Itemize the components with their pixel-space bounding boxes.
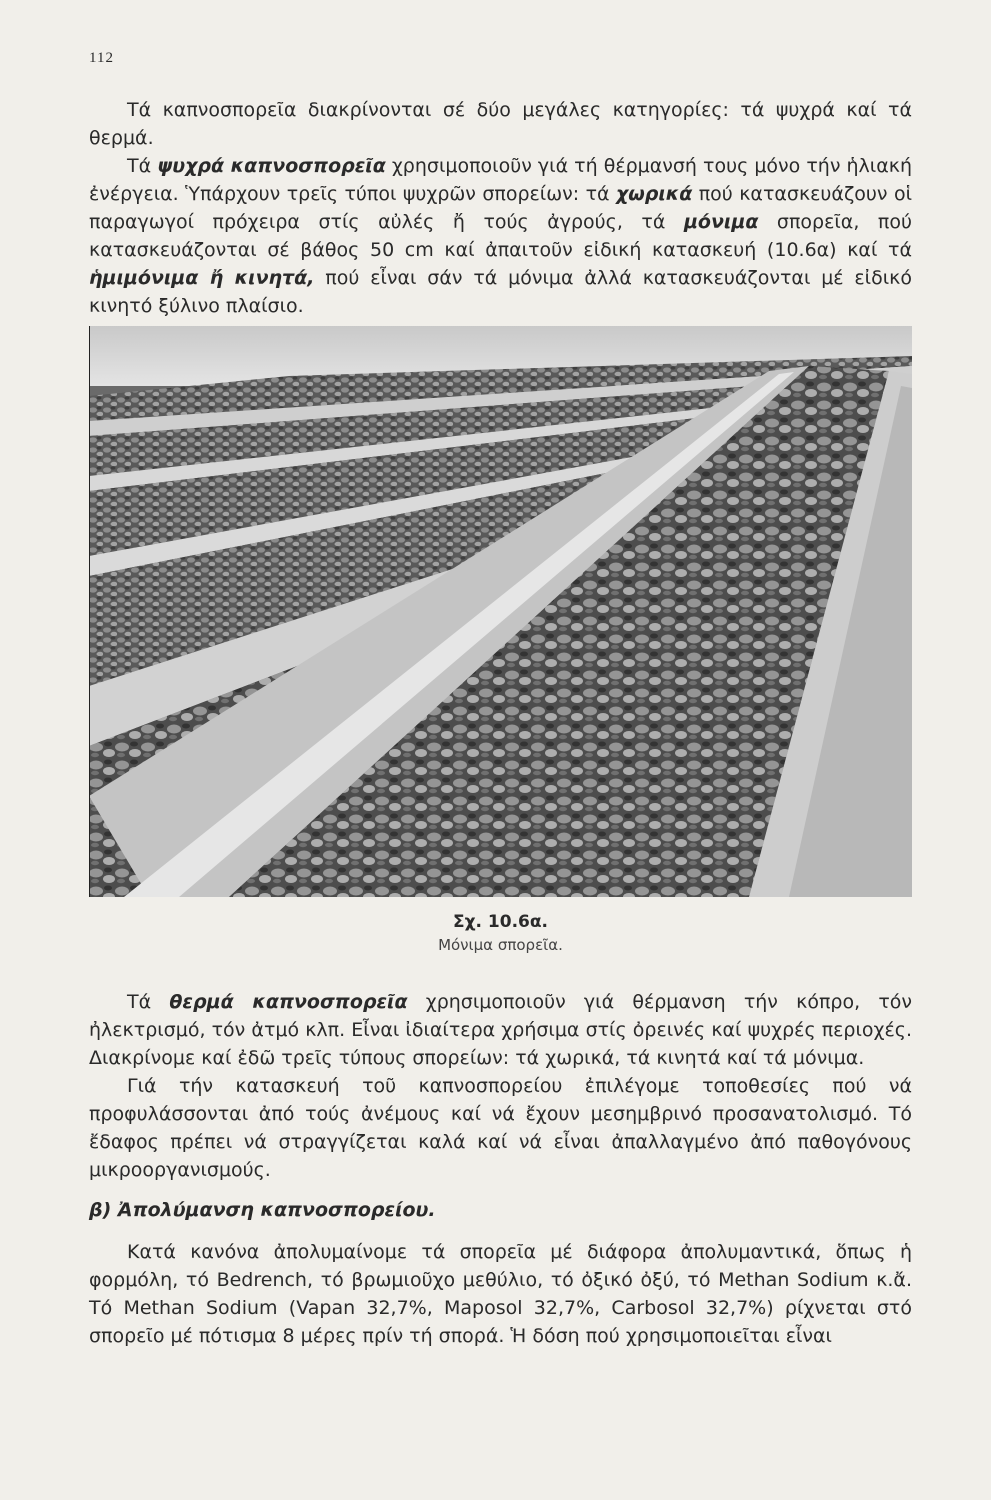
figure-title: Μόνιμα σπορεῖα. (438, 936, 563, 954)
term-semi-permanent-seedbeds: ἡμιμόνιμα ἤ κινητά, (89, 267, 315, 289)
intro-text-a: Τά (127, 155, 158, 177)
term-permanent-seedbeds: μόνιμα (683, 211, 759, 233)
thermal-section (89, 988, 912, 1184)
disinfection-section (89, 1238, 912, 1350)
intro-text-c: πού κατασκευάζουν οἱ παραγωγοί πρόχειρα στίς αὐλές ἤ τούς ἀγρούς, τά (89, 183, 912, 233)
term-hot-seedbeds: θερμά καπνοσπορεῖα (169, 991, 408, 1013)
intro-text-b: χρησιμοποιοῦν γιά τή θέρμανσή τους μόνο τήν ἡλιακή ἐνέργεια. Ὑπάρχουν τρεῖς τύποι ψυχρῶν σπορείων: τά (89, 155, 912, 205)
disinfection-paragraph: Κατά κανόνα ἀπολυμαίνομε τά σπορεῖα μέ διάφορα ἀπολυμαντικά, ὅπως ἡ φορμόλη, τό Bedrench, τό βρωμιοῦχο μεθύλιο, τό ὀξικό ὀξύ, τό Methan Sodium κ.ἄ. Τό Methan Sodium (Vapan 32,7%, Maposol 32,7%, Carbosol 32,7%) ρίχνεται στό σπορεῖο μέ πότισμα 8 μέρες πρίν τή σπορά. Ἡ δόση πού χρησιμοποιεῖται εἶναι (89, 1241, 912, 1347)
thermal-paragraph-1 (89, 988, 912, 1072)
term-cold-seedbeds: ψυχρά καπνοσπορεῖα (157, 155, 386, 177)
intro-text-e: πού εἶναι σάν τά μόνιμα ἀλλά κατασκευάζονται μέ εἰδικό κινητό ξύλινο πλαίσιο. (89, 267, 912, 317)
thermal-text-a: Τά (127, 991, 170, 1013)
thermal-paragraph-2: Γιά τήν κατασκευή τοῦ καπνοσπορείου ἐπιλέγομε τοποθεσίες πού νά προφυλάσσονται ἀπό τούς ἀνέμους καί νά ἔχουν μεσημβρινό προσανατολισμό. Τό ἔδαφος πρέπει νά στραγγίζεται καλά καί νά εἶναι ἀπαλλαγμένο ἀπό παθογόνους μικροοργανισμούς. (89, 1075, 912, 1181)
thermal-text-b: χρησιμοποιοῦν γιά θέρμανση τήν κόπρο, τόν ἠλεκτρισμό, τόν ἀτμό κλπ. Εἶναι ἰδιαίτερα χρήσιμα στίς ὀρεινές καί ψυχρές περιοχές. Διακρίνομε καί ἐδῶ τρεῖς τύπους σπορείων: τά χωρικά, τά κινητά καί τά μόνιμα. (89, 991, 913, 1069)
intro-section (89, 96, 912, 320)
intro-text-d: σπορεῖα, πού κατασκευάζονται σέ βάθος 50 cm καί ἀπαιτοῦν εἰδική κατασκευή (10.6α) καί τά (89, 211, 912, 261)
figure-label: Σχ. 10.6α. (452, 912, 549, 932)
seedbeds-photo (89, 326, 912, 897)
intro-paragraph-2 (89, 152, 912, 320)
section-heading: β) Ἀπολύμανση καπνοσπορείου. (89, 1199, 436, 1221)
term-field-seedbeds: χωρικά (615, 183, 693, 205)
page-number: 112 (89, 50, 114, 66)
intro-paragraph-1: Τά καπνοσπορεῖα διακρίνονται σέ δύο μεγάλες κατηγορίες: τά ψυχρά καί τά θερμά. (89, 99, 912, 149)
